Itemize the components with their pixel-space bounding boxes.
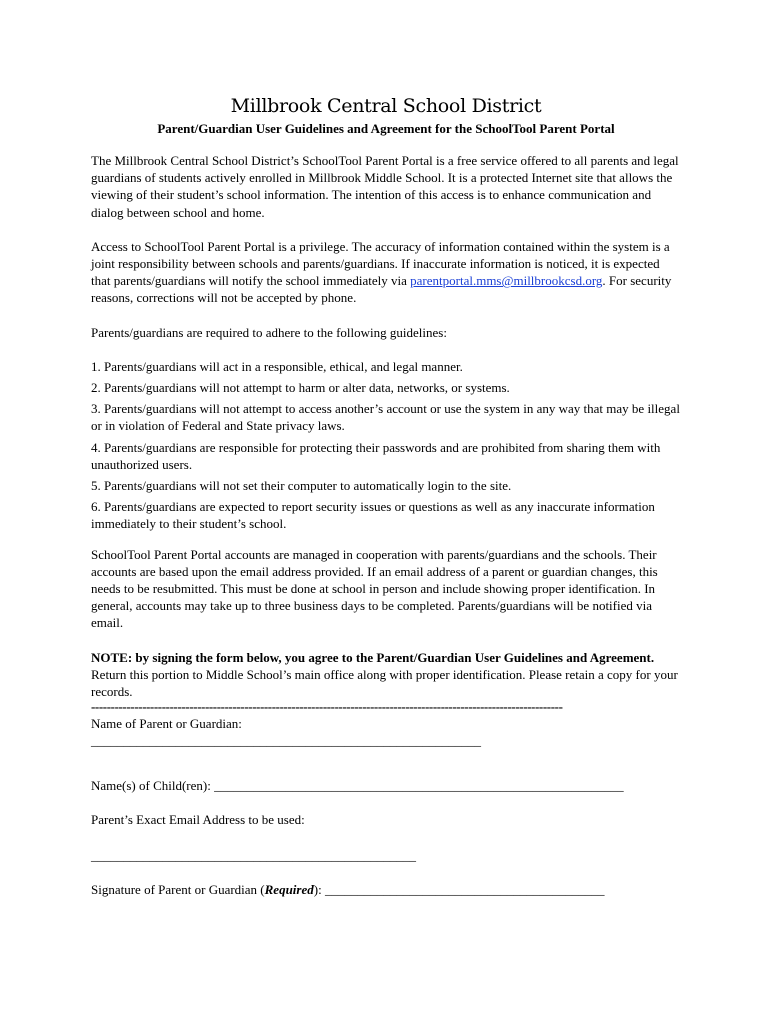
accounts-paragraph: SchoolTool Parent Portal accounts are managed in cooperation with parents/guardians and the schools. Their accounts are based upon the email address provided. If an email address of a parent or guardian changes, this needs to be resubmitted. This must be done at school in person and include showing proper identification. In general, accounts may take up to three business days to be completed. Parents/guardians will be notified via email.	[91, 546, 658, 631]
guideline-item: 3. Parents/guardians will not attempt to access another’s account or use the system in any way that may be illegal or in violation of Federal and State privacy laws.	[91, 401, 680, 434]
note-paragraph	[91, 649, 681, 701]
child-name-label: Name(s) of Child(ren):	[91, 778, 215, 794]
guideline-item: 4. Parents/guardians are responsible for protecting their passwords and are prohibited from sharing them with unauthorized users.	[91, 439, 661, 472]
document-page	[91, 94, 681, 898]
access-text-after: . For security reasons, corrections will not be accepted by phone.	[91, 273, 672, 306]
signature-field[interactable]: ___________________________________________	[324, 882, 605, 898]
email-label: Parent’s Exact Email Address to be used:	[91, 812, 305, 828]
access-paragraph	[91, 238, 681, 307]
signature-label: Signature of Parent or Guardian (	[91, 882, 265, 898]
guidelines-list	[91, 358, 681, 533]
email-field[interactable]: __________________________________________________	[91, 848, 416, 864]
parent-name-field[interactable]: ____________________________________________________________	[91, 733, 481, 749]
required-marker: Required	[264, 882, 314, 898]
intro-paragraph: The Millbrook Central School District’s SchoolTool Parent Portal is a free service offered to all parents and legal guardians of students actively enrolled in Millbrook Middle School. It is a protected Internet site that allows the viewing of their student’s school information. The intention of this access is to enhance communication and dialog between school and home.	[91, 153, 679, 220]
note-rest-text: Return this portion to Middle School’s main office along with proper identification. Please retain a copy for your records.	[91, 666, 678, 700]
district-title: Millbrook Central School District	[230, 95, 542, 117]
note-bold-text: NOTE: by signing the form below, you agree to the Parent/Guardian User Guidelines and Agreement.	[91, 649, 655, 665]
cut-line-separator: ------------------------------------------------------------------------------------------------------------------------	[91, 700, 563, 715]
access-text-before: Access to SchoolTool Parent Portal is a privilege. The accuracy of information contained within the system is a joint responsibility between schools and parents/guardians. If inaccurate information is noticed, it is expected that parents/guardians will notify the school immediately via	[91, 238, 670, 289]
signature-label-end: ):	[313, 882, 325, 898]
guideline-item: 6. Parents/guardians are expected to report security issues or questions as well as any inaccurate information immediately to their student’s school.	[91, 499, 655, 532]
child-name-row	[91, 777, 681, 794]
signature-row	[91, 881, 681, 898]
guideline-item: 2. Parents/guardians will not attempt to harm or alter data, networks, or systems.	[91, 380, 510, 396]
guideline-item: 1. Parents/guardians will act in a responsible, ethical, and legal manner.	[91, 358, 463, 374]
parent-name-label: Name of Parent or Guardian:	[91, 716, 242, 732]
guidelines-intro: Parents/guardians are required to adhere to the following guidelines:	[91, 324, 447, 340]
contact-email-link[interactable]: parentportal.mms@millbrookcsd.org	[410, 273, 603, 289]
agreement-subtitle: Parent/Guardian User Guidelines and Agreement for the SchoolTool Parent Portal	[157, 121, 615, 136]
child-name-field[interactable]: _______________________________________________________________	[214, 778, 624, 794]
guideline-item: 5. Parents/guardians will not set their computer to automatically login to the site.	[91, 478, 512, 494]
